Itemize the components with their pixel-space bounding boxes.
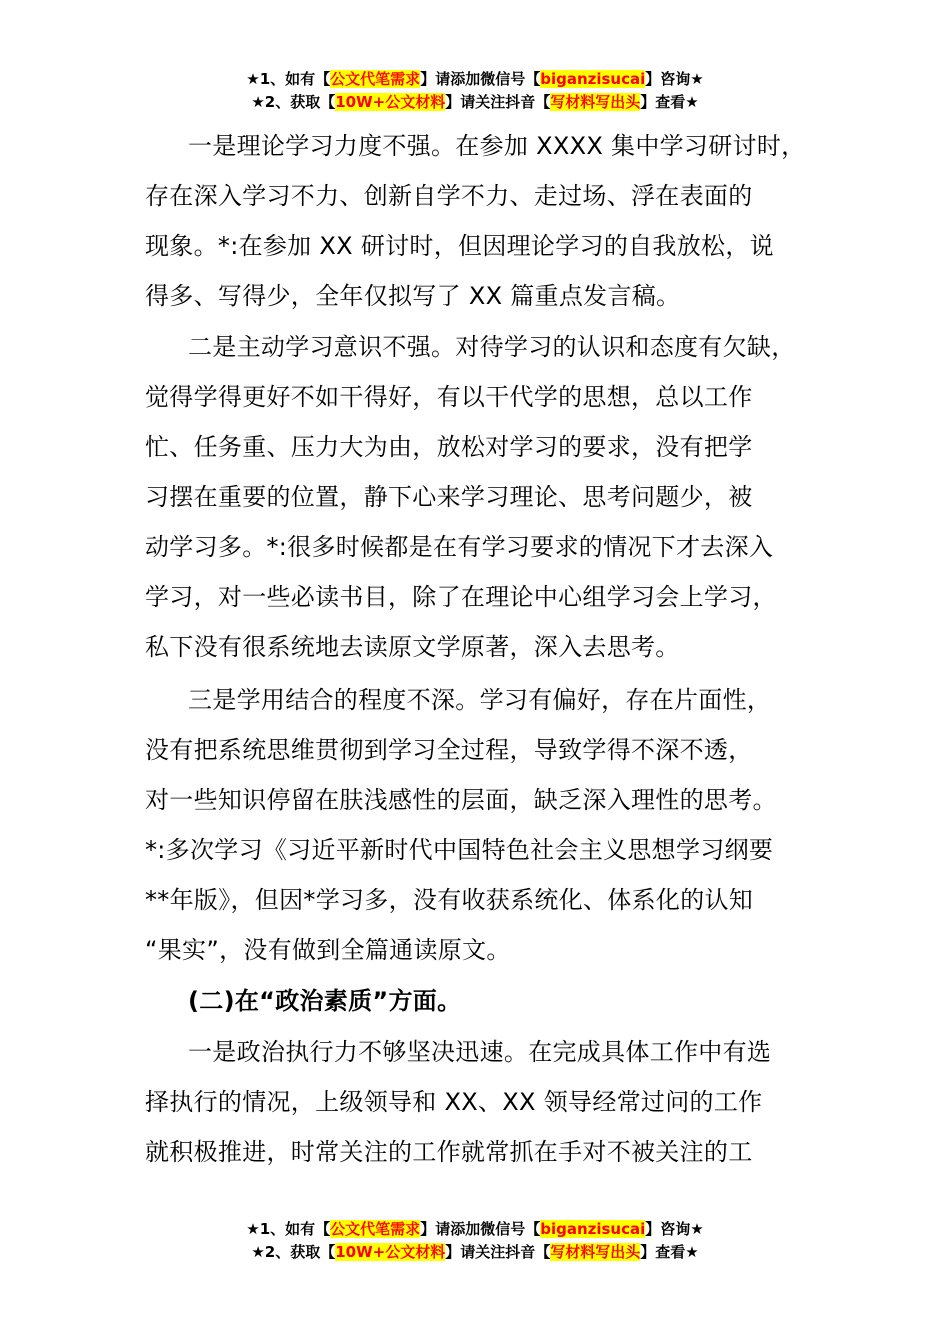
highlight-wechat-id: biganzisucai <box>540 70 646 88</box>
body-line: 一是政治执行力不够坚决迅速。在完成具体工作中有选 <box>188 1038 772 1066</box>
section-heading: (二)在“政治素质”方面。 <box>188 987 462 1015</box>
highlight-service: 公文代笔需求 <box>330 70 421 88</box>
body-line: 就积极推进，时常关注的工作就常抓在手对不被关注的工 <box>145 1138 753 1166</box>
body-line: 动学习多。*:很多时候都是在有学习要求的情况下才去深入 <box>145 533 774 561</box>
highlight-service: 公文代笔需求 <box>330 1220 421 1238</box>
body-line: 学习，对一些必读书目，除了在理论中心组学习会上学习， <box>145 583 777 611</box>
highlight-wechat-id: biganzisucai <box>540 1220 646 1238</box>
body-line: 没有把系统思维贯彻到学习全过程，导致学得不深不透， <box>145 736 753 764</box>
highlight-douyin: 写材料写出头 <box>550 93 641 111</box>
body-line: *:多次学习《习近平新时代中国特色社会主义思想学习纲要 <box>145 836 774 864</box>
banner-line-1: ★1、如有【公文代笔需求】请添加微信号【biganzisucai】咨询★ <box>246 1220 704 1238</box>
header-banner <box>0 68 950 114</box>
body-line: 一是理论学习力度不强。在参加 XXXX 集中学习研讨时， <box>188 132 806 160</box>
footer-banner <box>0 1218 950 1264</box>
body-line: 习摆在重要的位置，静下心来学习理论、思考问题少，被 <box>145 483 753 511</box>
body-line: 得多、写得少，全年仅拟写了 XX 篇重点发言稿。 <box>145 282 681 310</box>
body-line: 存在深入学习不力、创新自学不力、走过场、浮在表面的 <box>145 182 753 210</box>
body-line: 觉得学得更好不如干得好，有以干代学的思想，总以工作 <box>145 383 753 411</box>
body-line: 对一些知识停留在肤浅感性的层面，缺乏深入理性的思考。 <box>145 786 777 814</box>
banner-line-2: ★2、获取【10W+公文材料】请关注抖音【写材料写出头】查看★ <box>251 93 699 111</box>
body-line: 三是学用结合的程度不深。学习有偏好，存在片面性， <box>188 686 772 714</box>
highlight-douyin: 写材料写出头 <box>550 1243 641 1261</box>
body-line: **年版》，但因*学习多，没有收获系统化、体系化的认知 <box>145 886 754 914</box>
body-line: 忙、任务重、压力大为由，放松对学习的要求，没有把学 <box>145 433 753 461</box>
body-line: 现象。*:在参加 XX 研讨时，但因理论学习的自我放松，说 <box>145 232 774 260</box>
body-line: “果实”，没有做到全篇通读原文。 <box>145 936 511 964</box>
highlight-materials: 10W+公文材料 <box>335 93 446 111</box>
banner-line-2: ★2、获取【10W+公文材料】请关注抖音【写材料写出头】查看★ <box>251 1243 699 1261</box>
banner-line-1: ★1、如有【公文代笔需求】请添加微信号【biganzisucai】咨询★ <box>246 70 704 88</box>
body-line: 二是主动学习意识不强。对待学习的认识和态度有欠缺， <box>188 333 796 361</box>
highlight-materials: 10W+公文材料 <box>335 1243 446 1261</box>
body-line: 择执行的情况，上级领导和 XX、XX 领导经常过问的工作 <box>145 1088 763 1116</box>
body-line: 私下没有很系统地去读原文学原著，深入去思考。 <box>145 633 680 661</box>
